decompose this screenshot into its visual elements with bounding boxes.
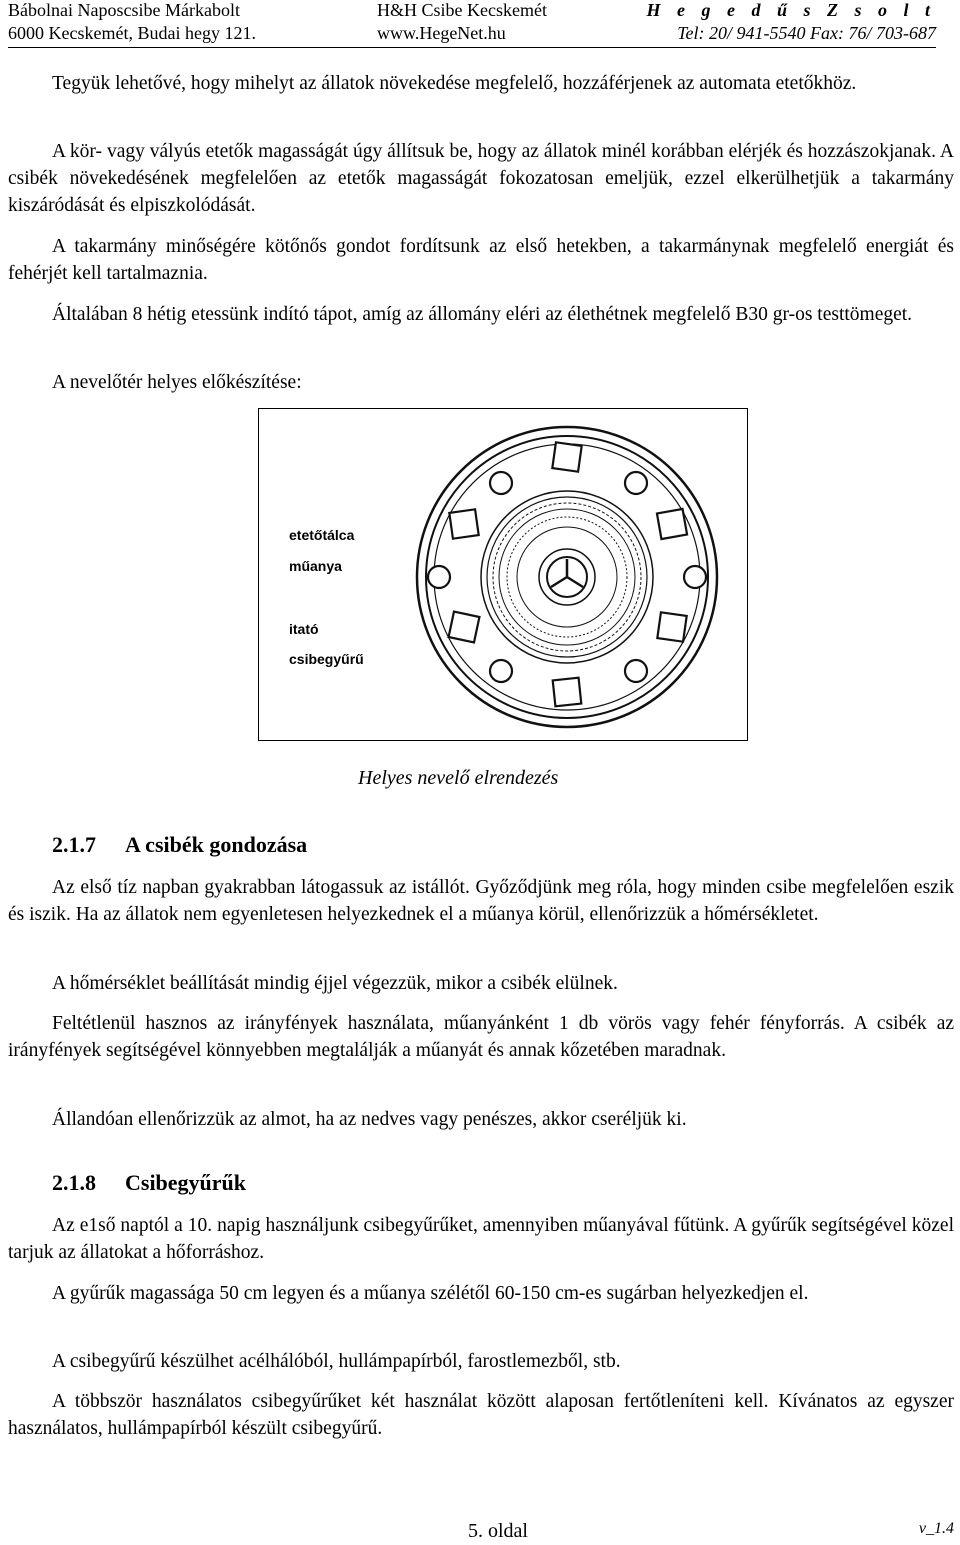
- section-number: 2.1.7: [52, 832, 96, 857]
- label-drinker: itató: [289, 621, 319, 637]
- paragraph-ring-disinfection: A többször használatos csibegyűrűket két használat között alaposan fertőtleníteni kell. Kívánatos az egyszer használatos, hullámpapírból készült csibegyűrű.: [8, 1391, 954, 1439]
- brooder-layout-diagram: [259, 409, 746, 739]
- header-row-1: [8, 0, 936, 22]
- shop-address: 6000 Kecskemét, Budai hegy 121.: [8, 23, 256, 43]
- label-chick-ring: csibegyűrű: [289, 651, 364, 667]
- section-title-text: A csibék gondozása: [125, 832, 308, 857]
- paragraph-starter-feed: Általában 8 hétig etessünk indító tápot, amíg az állomány eléri az élethétnek megfelelő B30 gr-os testtömeget.: [52, 304, 913, 325]
- label-feeder-tray: etetőtálca: [289, 527, 355, 543]
- paragraph-ring-height: A gyűrűk magassága 50 cm legyen és a műanya szélétől 60-150 cm-es sugárban helyezkedjen el.: [52, 1283, 809, 1304]
- header-divider: [8, 47, 936, 48]
- paragraph-ring-usage: Az e1ső naptól a 10. napig használjunk csibegyűrűket, amennyiben műanyával fűtünk. A gyűrűk segítségével közel tarjuk az állatokat a hőforráshoz.: [8, 1215, 954, 1263]
- website-link[interactable]: www.HegeNet.hu: [377, 23, 506, 43]
- page-number: 5. oldal: [468, 1520, 528, 1542]
- paragraph-feeder-access: Tegyük lehetővé, hogy mihelyt az állatok növekedése megfelelő, hozzáférjenek az automata etetőkhöz.: [52, 73, 857, 94]
- label-brooder: műanya: [289, 558, 342, 574]
- paragraph-feed-quality: A takarmány minőségére kötőnős gondot fordítsunk az első hetekben, a takarmánynak megfelelő energiát és fehérjét kell tartalmaznia.: [8, 236, 954, 284]
- owner-name: H e g e d ű s Z s o l t: [646, 0, 936, 20]
- section-heading-chick-care: [52, 832, 307, 858]
- document-version: v_1.4: [918, 1520, 954, 1537]
- section-heading-chick-rings: [52, 1170, 246, 1196]
- figure-caption: Helyes nevelő elrendezés: [358, 767, 559, 789]
- header-row-2: [8, 23, 936, 45]
- section-title-text: Csibegyűrűk: [125, 1170, 247, 1195]
- paragraph-preparation-intro: A nevelőtér helyes előkészítése:: [52, 372, 302, 393]
- shop-name: Bábolnai Naposcsibe Márkabolt: [8, 0, 240, 20]
- company-name: H&H Csibe Kecskemét: [377, 0, 547, 20]
- paragraph-ring-materials: A csibegyűrű készülhet acélhálóból, hullámpapírból, farostlemezből, stb.: [52, 1351, 621, 1372]
- paragraph-guide-lights: Feltétlenül hasznos az irányfények használata, műanyánként 1 db vörös vagy fehér fényforrás. A csibék az irányfények segítségével könnyebben megtalálják a műanyát és annak kőzetében maradnak.: [8, 1013, 954, 1061]
- paragraph-first-ten-days: Az első tíz napban gyakrabban látogassuk az istállót. Győződjünk meg róla, hogy minden csibe megfelelően eszik és iszik. Ha az állatok nem egyenletesen helyezkednek el a műanya körül, ellenőrizzük a hőmérsékletet.: [8, 877, 954, 925]
- brooder-layout-figure: [258, 408, 748, 741]
- paragraph-feeder-height: A kör- vagy vályús etetők magasságát úgy állítsuk be, hogy az állatok minél korábban elérjék és hozzászokjanak. A csibék növekedésének megfelelően az etetők magasságát fokozatosan emeljük, ezzel elkerülhetjük a takarmány kiszáródását és elpiszkolódását.: [8, 141, 954, 216]
- page-header: [8, 0, 936, 48]
- paragraph-litter-check: Állandóan ellenőrizzük az almot, ha az nedves vagy penészes, akkor cseréljük ki.: [52, 1109, 687, 1130]
- contact-phone-fax: Tel: 20/ 941-5540 Fax: 76/ 703-687: [677, 23, 936, 43]
- paragraph-temperature-setting: A hőmérséklet beállítását mindig éjjel végezzük, mikor a csibék elülnek.: [52, 973, 618, 994]
- section-number: 2.1.8: [52, 1170, 96, 1195]
